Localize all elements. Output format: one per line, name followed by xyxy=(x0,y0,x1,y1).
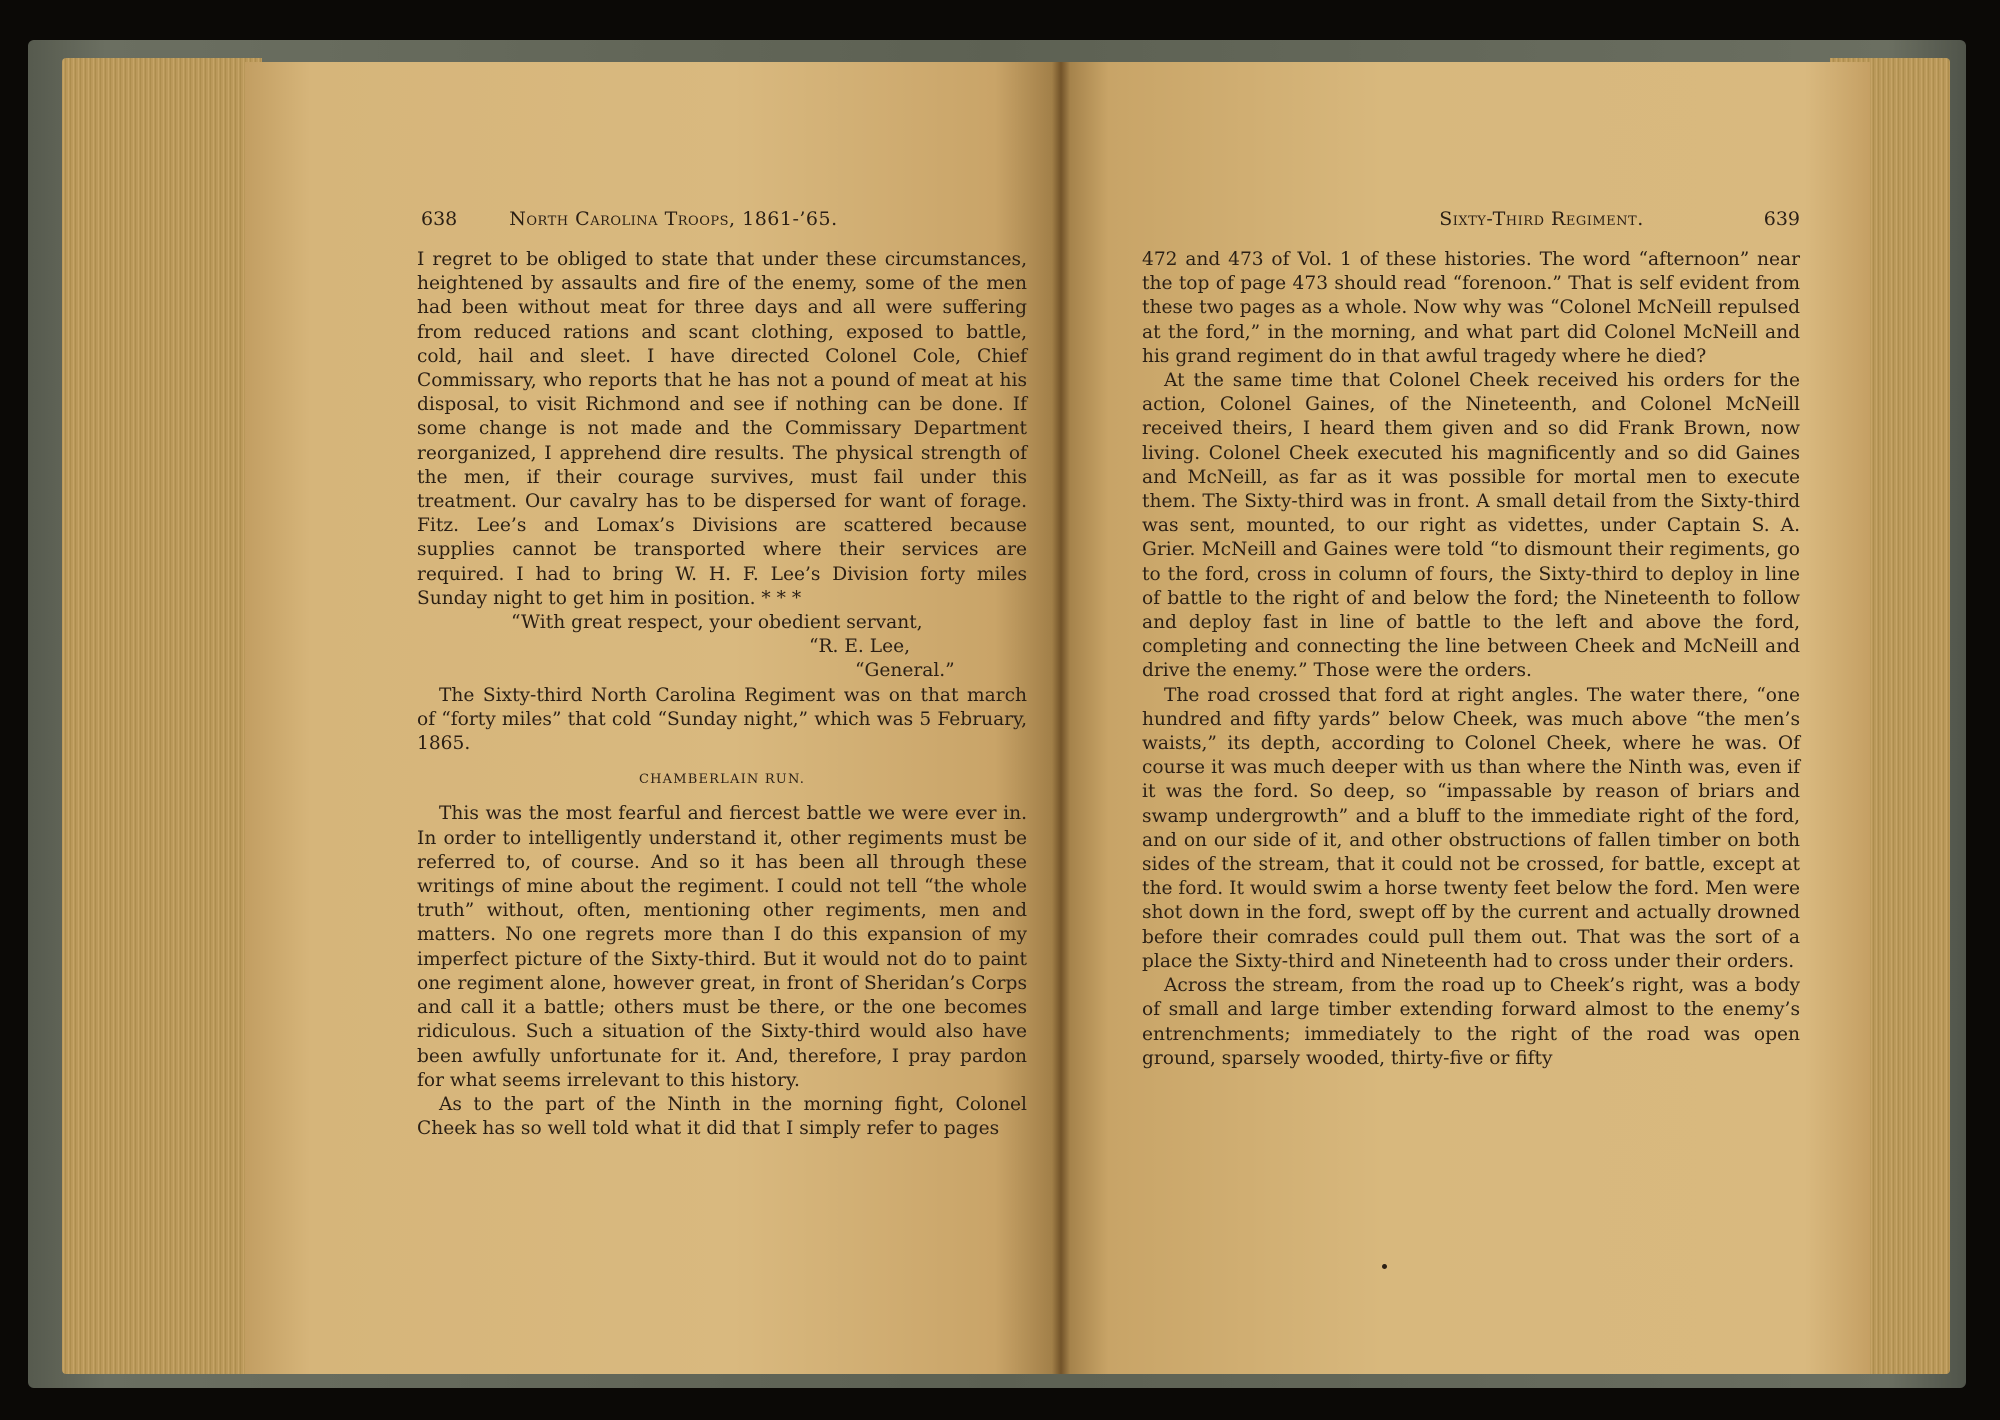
left-paragraph-1: I regret to be obliged to state that under these circumstances, heightened by assaults and fire of the enemy, some of the men had been without meat for three days and all were suffering from reduced rations and scant clothing, exposed to battle, cold, hail and sleet. I have directed Colonel Cole, Chief Commissary, who reports that he has not a pound of meat at his disposal, to visit Richmond and see if nothing can be done. If some change is not made and the Commissary Department reorganized, I apprehend dire results. The physical strength of the men, if their courage survives, must fail under this treatment. Our cavalry has to be dispersed for want of forage. Fitz. Lee’s and Lomax’s Divisions are scattered because supplies cannot be transported where their services are required. I had to bring W. H. F. Lee’s Division forty miles Sunday night to get him in position. * * * xyxy=(417,249,1027,609)
right-page-header xyxy=(1120,208,1800,238)
right-page-body xyxy=(1142,248,1800,1071)
left-page-edges xyxy=(62,58,262,1374)
right-page-number: 639 xyxy=(1763,208,1800,230)
section-heading: CHAMBERLAIN RUN. xyxy=(638,772,806,788)
left-page-header xyxy=(421,208,1021,238)
left-running-title: North Carolina Troops, 1861-’65. xyxy=(509,208,838,230)
left-paragraph-3: This was the most fearful and fiercest battle we were ever in. In order to intelligently understand it, other regiments must be referred to, of course. And so it has been all through these writings of mine about the regiment. I could not tell “the whole truth” without, often, mentioning other regiments, men and matters. No one regrets more than I do this expansion of my imperfect picture of the Sixty-third. But it would not do to paint one regiment alone, however great, in front of Sheridan’s Corps and call it a battle; others must be there, or the one becomes ridiculous. Such a situation of the Sixty-third would also have been awfully unfortunate for it. And, therefore, I pray pardon for what seems irrelevant to this history. xyxy=(417,803,1027,1091)
left-page-number: 638 xyxy=(421,208,458,230)
right-paragraph-3: The road crossed that ford at right angles. The water there, “one hundred and fifty yards” below Cheek, was much above “the men’s waists,” its depth, according to Colonel Cheek, where he was. Of course it was much deeper with us than where the Ninth was, even if it was the ford. So deep, so “impassable by reason of briars and swamp undergrowth” and a bluff to the immediate right of the ford, and on our side of it, and other obstructions of fallen timber on both sides of the stream, that it could not be crossed, for battle, except at the ford. It would swim a horse twenty feet below the ford. Men were shot down in the ford, swept off by the current and actually drowned before their comrades could pull them out. That was the sort of a place the Sixty-third and Nineteenth had to cross under their orders. xyxy=(1142,684,1800,972)
left-page-body xyxy=(417,248,1027,1141)
left-paragraph-2: The Sixty-third North Carolina Regiment was on that march of “forty miles” that cold “Sunday night,” which was 5 February, 1865. xyxy=(417,684,1027,755)
right-paragraph-1: 472 and 473 of Vol. 1 of these histories. The word “afternoon” near the top of page 473 should read “forenoon.” That is self evident from these two pages as a whole. Now why was “Colonel McNeill repulsed at the ford,” in the morning, and what part did Colonel McNeill and his grand regiment do in that awful tragedy where he died? xyxy=(1142,249,1800,367)
left-page xyxy=(245,62,1060,1374)
right-paragraph-2: At the same time that Colonel Cheek received his orders for the action, Colonel Gaines, of the Nineteenth, and Colonel McNeill received theirs, I heard them given and so did Frank Brown, now living. Colonel Cheek executed his magnificently and so did Gaines and McNeill, as far as it was possible for mortal men to execute them. The Sixty-third was in front. A small detail from the Sixty-third was sent, mounted, to our right as videttes, under Captain S. A. Grier. McNeill and Gaines were told “to dismount their regiments, go to the ford, cross in column of fours, the Sixty-third to deploy in line of battle to the right of and below the ford; the Nineteenth to follow and deploy fast in line of battle to the left and above the ford, completing and connecting the line between Cheek and McNeill and drive the enemy.” Those were the orders. xyxy=(1142,370,1800,682)
book-gutter xyxy=(1052,62,1070,1374)
letter-signature-title: “General.” xyxy=(855,660,955,682)
right-page xyxy=(1060,62,1870,1374)
right-paragraph-4: Across the stream, from the road up to Cheek’s right, was a body of small and large timber extending forward almost to the enemy’s entrenchments; immediately to the right of the road was open ground, sparsely wooded, thirty-five or fifty xyxy=(1142,975,1800,1069)
letter-closing: “With great respect, your obedient servant, xyxy=(511,612,923,634)
right-running-title: Sixty-Third Regiment. xyxy=(1439,208,1644,230)
ink-spot xyxy=(1382,1264,1387,1269)
left-paragraph-4: As to the part of the Ninth in the morning fight, Colonel Cheek has so well told what it did that I simply refer to pages xyxy=(417,1093,1027,1140)
letter-signature: “R. E. Lee, xyxy=(809,636,910,658)
